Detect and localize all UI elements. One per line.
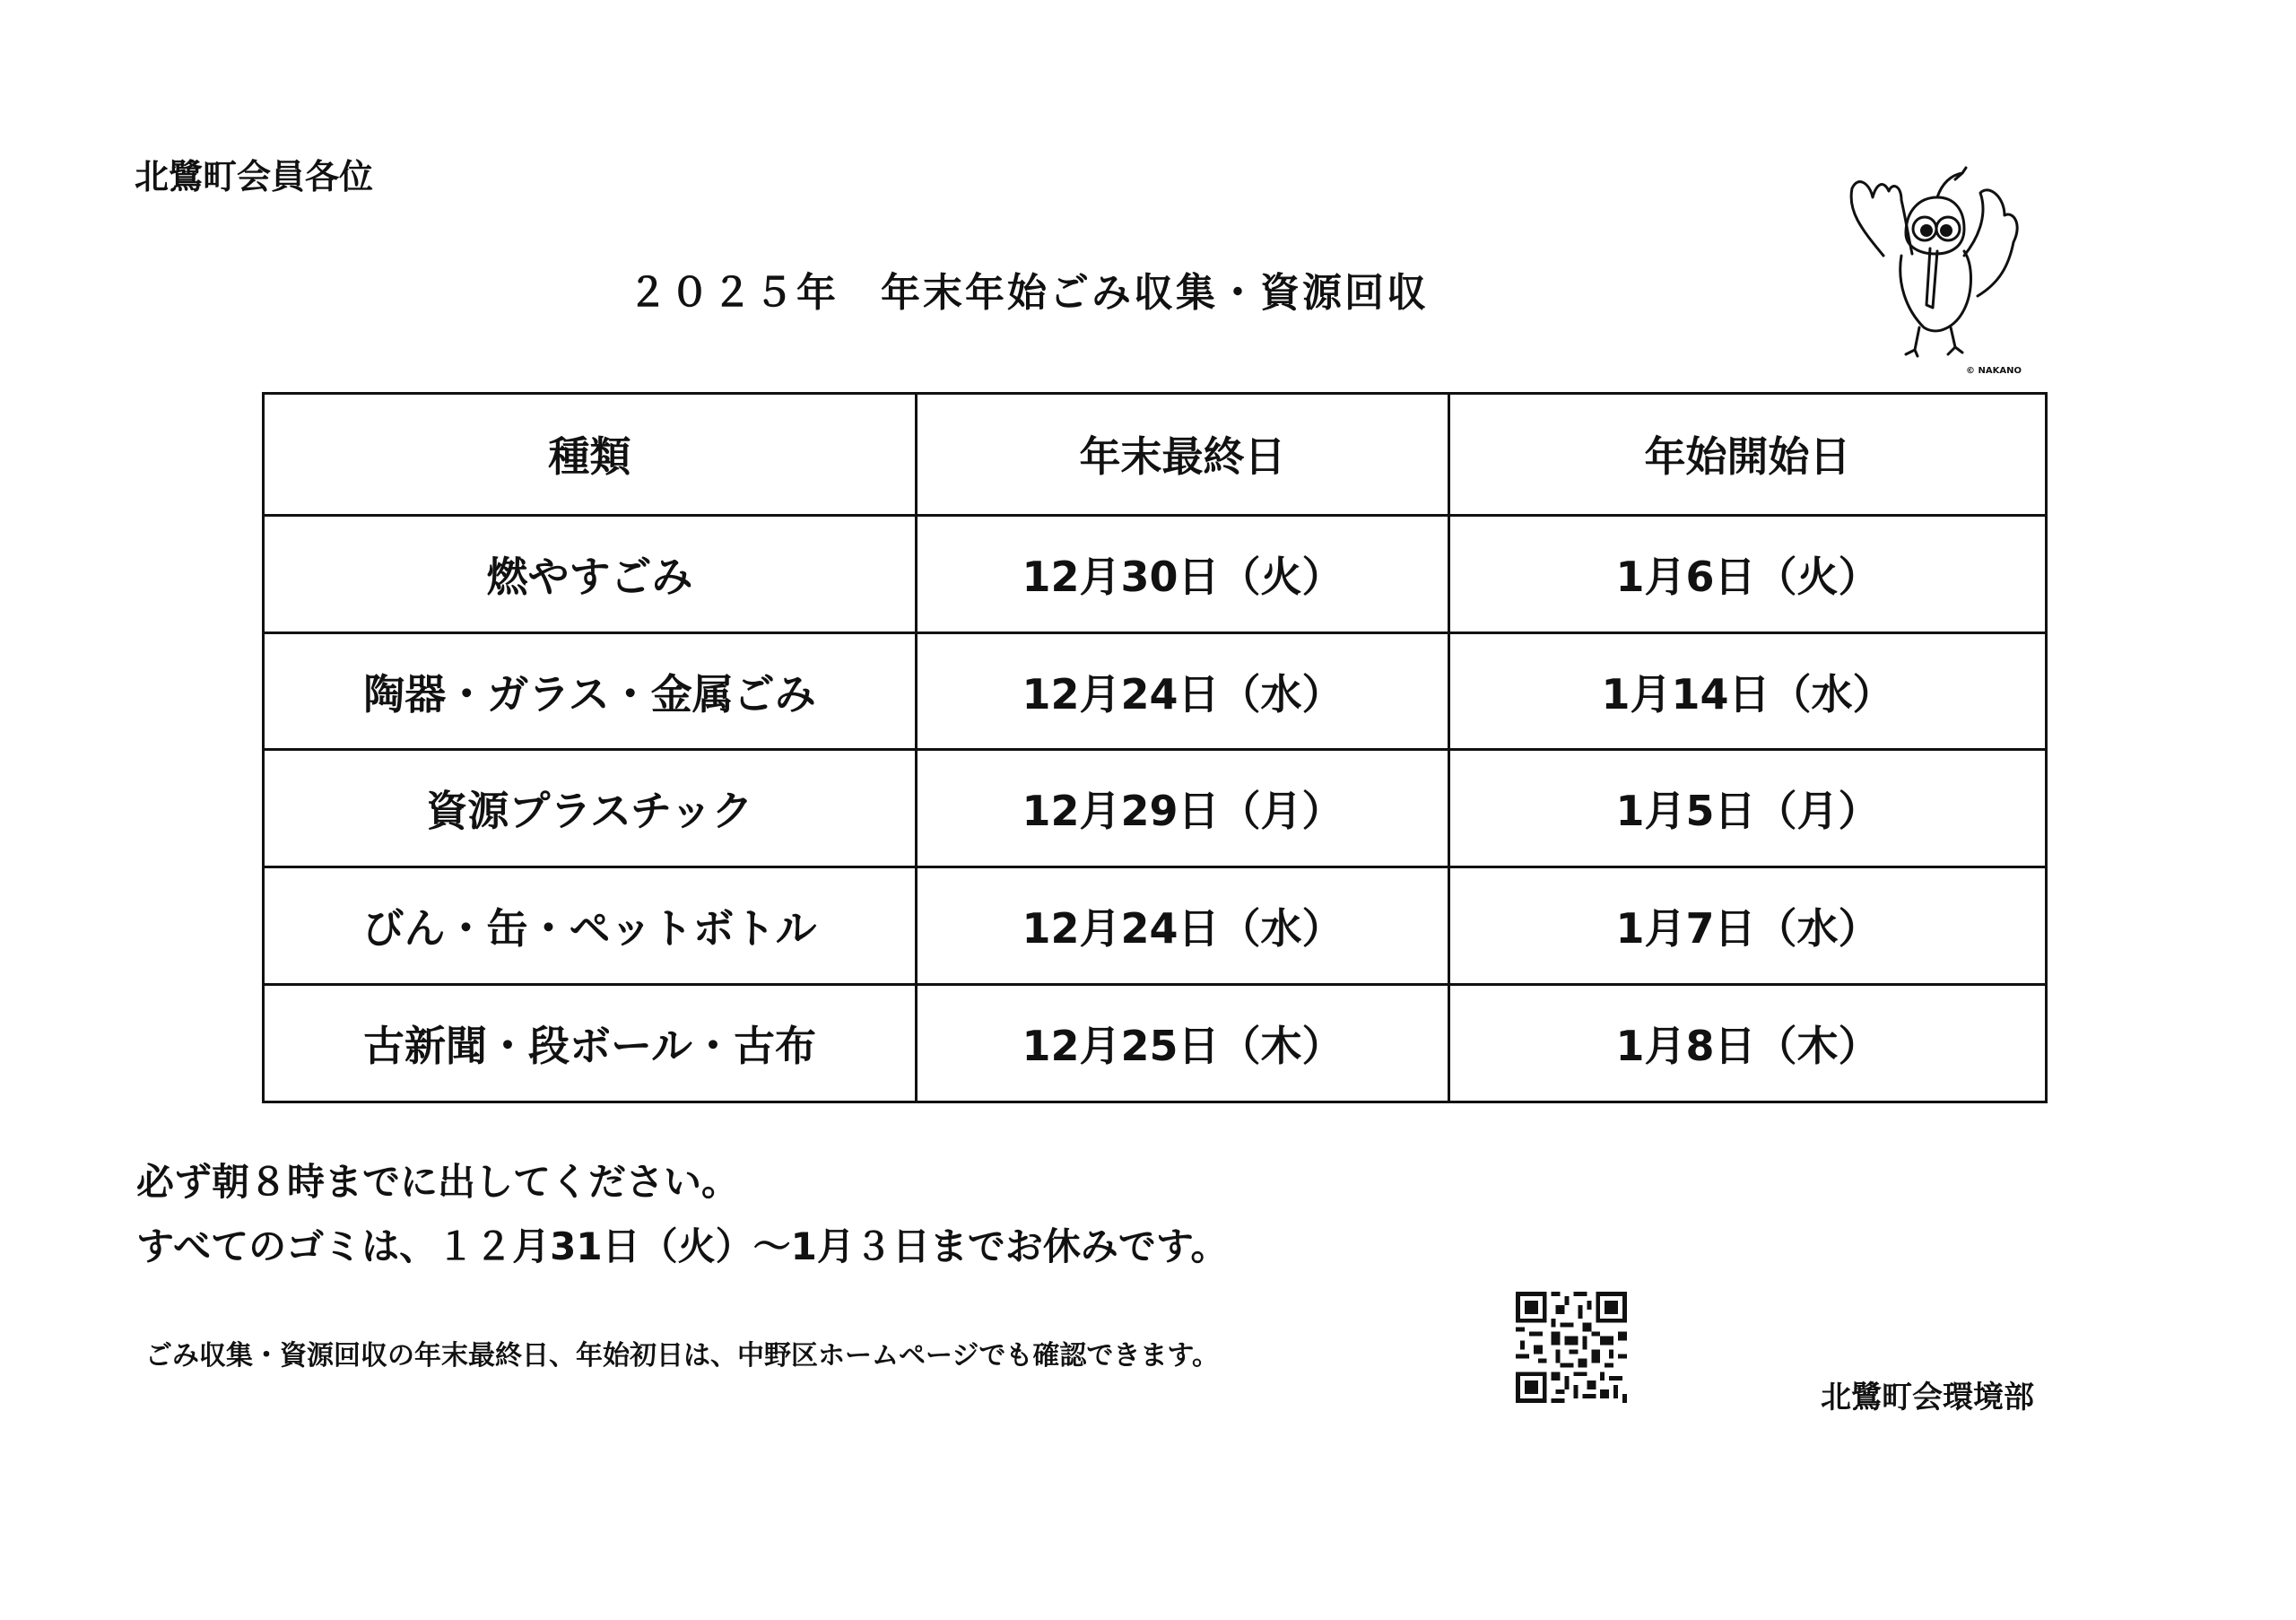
table-row — [264, 515, 2047, 632]
cell-start-day: 1月8日（木） — [1449, 985, 2047, 1102]
table-header-row — [264, 394, 2047, 516]
cell-last-day: 12月30日（火） — [917, 515, 1449, 632]
department-signature: 北鷺町会環境部 — [1821, 1380, 2034, 1415]
header-type: 種類 — [264, 394, 917, 516]
heron-mascot-icon — [1830, 148, 2045, 372]
note-website: ごみ収集・資源回収の年末最終日、年始初日は、中野区ホームページでも確認できます。 — [145, 1340, 1219, 1372]
qr-code-icon — [1516, 1292, 1627, 1403]
table-row — [264, 985, 2047, 1102]
cell-type: 陶器・ガラス・金属ごみ — [264, 632, 917, 750]
cell-last-day: 12月24日（水） — [917, 867, 1449, 985]
collection-schedule-table — [262, 392, 2048, 1103]
note-holiday: すべてのゴミは、１２月31日（火）～1月３日までお休みです。 — [136, 1224, 1229, 1268]
table-row — [264, 750, 2047, 867]
cell-type: びん・缶・ペットボトル — [264, 867, 917, 985]
note-deadline: 必ず朝８時までに出してください。 — [136, 1160, 740, 1204]
cell-last-day: 12月29日（月） — [917, 750, 1449, 867]
cell-start-day: 1月14日（水） — [1449, 632, 2047, 750]
cell-start-day: 1月6日（火） — [1449, 515, 2047, 632]
table-row — [264, 867, 2047, 985]
cell-start-day: 1月7日（水） — [1449, 867, 2047, 985]
mascot-copyright: © NAKANO — [1966, 366, 2022, 376]
addressee: 北鷺町会員各位 — [135, 157, 374, 196]
cell-start-day: 1月5日（月） — [1449, 750, 2047, 867]
cell-last-day: 12月25日（木） — [917, 985, 1449, 1102]
cell-last-day: 12月24日（水） — [917, 632, 1449, 750]
header-start-day: 年始開始日 — [1449, 394, 2047, 516]
header-last-day: 年末最終日 — [917, 394, 1449, 516]
cell-type: 資源プラスチック — [264, 750, 917, 867]
page-title: ２０２５年 年末年始ごみ収集・資源回収 — [628, 270, 1429, 316]
table-row — [264, 632, 2047, 750]
cell-type: 燃やすごみ — [264, 515, 917, 632]
cell-type: 古新聞・段ボール・古布 — [264, 985, 917, 1102]
